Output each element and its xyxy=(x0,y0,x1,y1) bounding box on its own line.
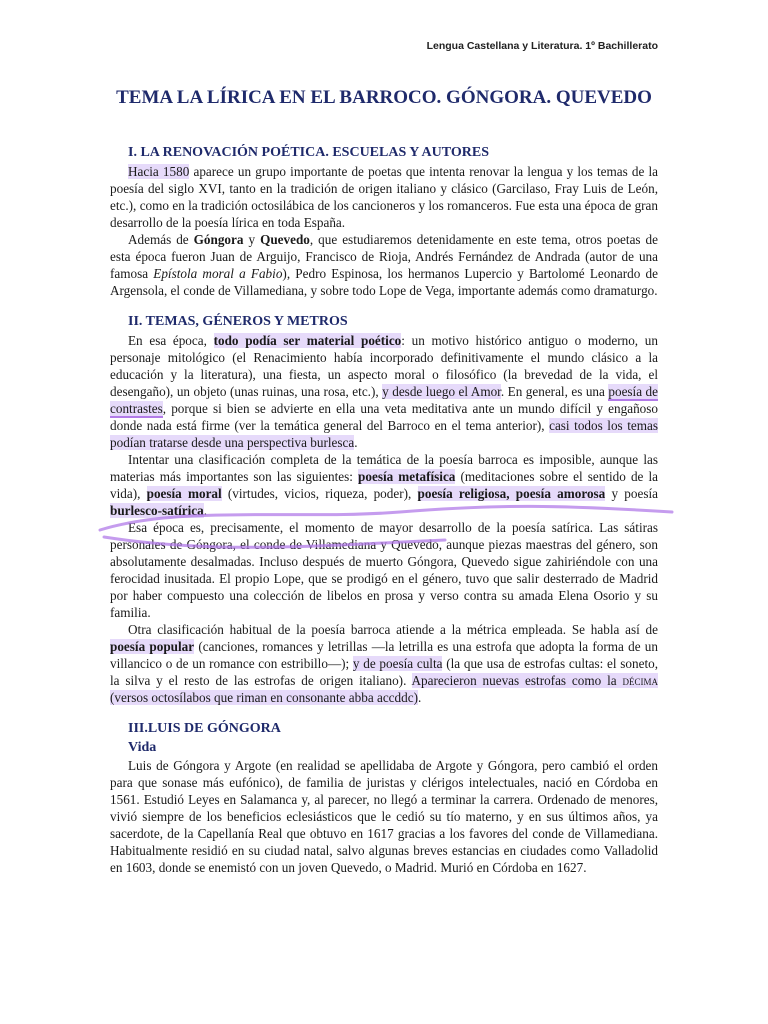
section-heading-renovacion: I. LA RENOVACIÓN POÉTICA. ESCUELAS Y AUTORES xyxy=(128,145,489,160)
highlight: burlesco-satírica xyxy=(110,503,204,518)
paragraph: Hacia 1580 aparece un grupo importante de poetas que intenta renovar la lengua y los temas de la poesía del siglo XVI, tanto en la tradición de origen italiano y clásico (Garcilaso, Fray Luis de León, etc.), como en la tradición octosilábica de los cancioneros y los romanceros. Fue esta una época de gran desarrollo de la poesía lírica en toda España. xyxy=(110,164,659,230)
highlight: poesía metafísica xyxy=(358,469,456,484)
highlight: poesía de contrastes xyxy=(110,384,658,416)
highlight: (versos octosílabos que riman en consonante abba accddc) xyxy=(110,690,418,705)
running-header: Lengua Castellana y Literatura. 1º Bachillerato xyxy=(426,40,658,52)
highlight: décima xyxy=(622,673,658,688)
highlight: y desde luego el Amor xyxy=(382,384,501,399)
highlight: Hacia 1580 xyxy=(128,164,190,179)
paragraph: Luis de Góngora y Argote (en realidad se apellidaba de Argote y Góngora, pero cambió el orden para que sonase más eufónico), de familia de juristas y clérigos intelectuales, nació en Córdoba en 1561. Estudió Leyes en Salamanca y, al parecer, no llegó a terminar la carrera. Ordenado de menores, vivió siempre de los beneficios eclesiásticos que le cedió su tío materno, y en sus últimos años, ya sacerdote, de la Capellanía Real que obtuvo en 1617 gracias a los favores del conde de Villamediana. Habitualmente residió en su ciudad natal, salvo algunas breves estancias en ciudades como Valladolid en 1603, donde se enemistó con un joven Quevedo, o Madrid. Murió en Córdoba en 1627. xyxy=(110,758,658,875)
highlight: y de poesía culta xyxy=(352,656,443,671)
subsection-heading-vida: Vida xyxy=(128,740,157,755)
paragraph: Otra clasificación habitual de la poesía barroca atiende a la métrica empleada. Se habla así de poesía popular (canciones, romances y letrillas —la letrilla es una estrofa que adopta la forma de un villancico o de un romance con estribillo—); y de poesía culta (la que usa de estrofas cultas: el soneto, la silva y el resto de las estrofas de origen italiano). Aparecieron nuevas estrofas como la décima (versos octosílabos que riman en consonante abba accddc). xyxy=(110,622,659,705)
highlight: Aparecieron nuevas estrofas como la xyxy=(411,673,623,688)
section-heading-temas: II. TEMAS, GÉNEROS Y METROS xyxy=(128,314,348,329)
paragraph: Esa época es, precisamente, el momento de mayor desarrollo de la poesía satírica. Las sátiras personales de Góngora, el conde de Villamediana y Quevedo, aunque piezas maestras del género, son absolutamente desalmadas. Incluso después de muerto Góngora, Quevedo sigue zahiriéndole con una ferocidad inusitada. El propio Lope, que se prodigó en el género, tuvo que salir desterrado de Madrid por haber compuesto una colección de libelos en prosa y verso contra su amada Elena Osorio y su familia. xyxy=(110,520,658,620)
highlight: casi todos los temas podían tratarse desde una perspectiva burlesca xyxy=(110,418,658,450)
page-title: TEMA LA LÍRICA EN EL BARROCO. GÓNGORA. QUEVEDO xyxy=(116,87,652,108)
paragraph: Además de Góngora y Quevedo, que estudiaremos detenidamente en este tema, otros poetas de esta época fueron Juan de Arguijo, Francisco de Rioja, Andrés Fernández de Andrada (autor de una famosa Epístola moral a Fabio), Pedro Espinosa, los hermanos Lupercio y Bartolomé Leonardo de Argensola, el conde de Villamediana, y sobre todo Lope de Vega, importante además como dramaturgo. xyxy=(110,232,659,298)
highlight: poesía popular xyxy=(110,639,195,654)
paragraph: Intentar una clasificación completa de la temática de la poesía barroca es imposible, aunque las materias más importantes son las siguientes: poesía metafísica (meditaciones sobre el sentido de la vida), poesía moral (virtudes, vicios, riqueza, poder), poesía religiosa, poesía amorosa y poesía burlesco-satírica. xyxy=(110,452,658,518)
highlight: poesía moral xyxy=(146,486,222,501)
highlight: todo podía ser material poético xyxy=(213,333,402,348)
paragraph: En esa época, todo podía ser material poético: un motivo histórico antiguo o moderno, un personaje mitológico (el Renacimiento había incorporado definitivamente el mundo clásico a la educación y la literatura), una fiesta, un aspecto moral o filosófico (la brevedad de la vida, el desengaño), un objeto (unas ruinas, una rosa, etc.), y desde luego el Amor. En general, es una poesía de contrastes, porque si bien se advierte en ella una veta meditativa ante un mundo difícil y engañoso donde nada está firme (ver la temática general del Barroco en el tema anterior), casi todos los temas podían tratarse desde una perspectiva burlesca. xyxy=(110,333,658,450)
section-heading-gongora: III.LUIS DE GÓNGORA xyxy=(128,721,281,736)
document-body xyxy=(110,144,658,876)
highlight: poesía religiosa, poesía amorosa xyxy=(417,486,606,501)
